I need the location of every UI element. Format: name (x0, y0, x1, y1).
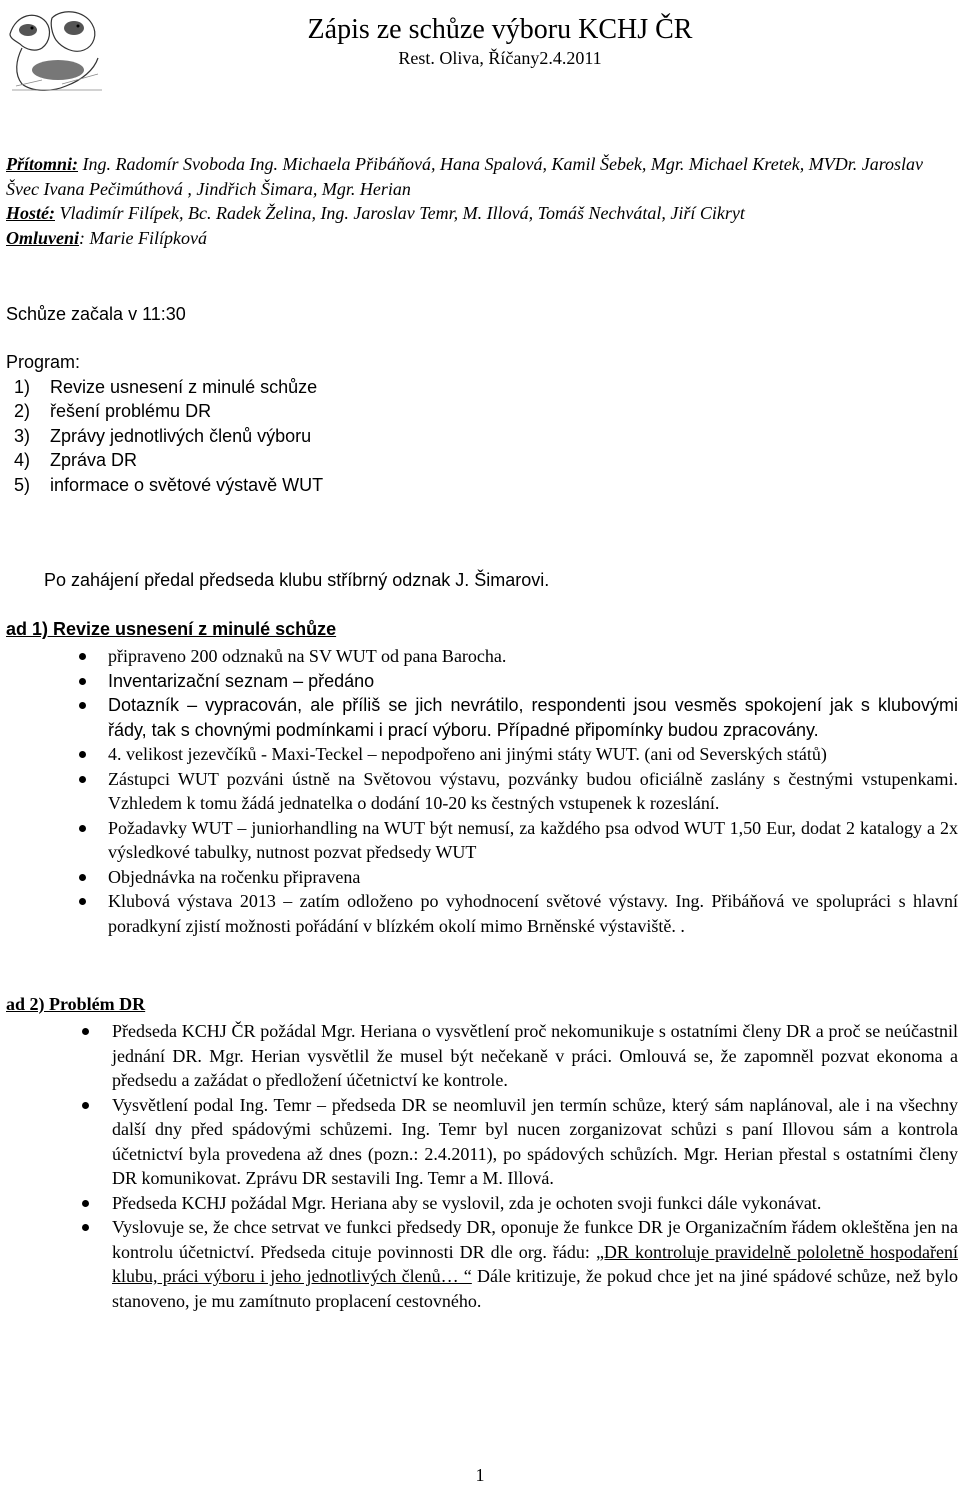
document-header (290, 14, 710, 70)
program (6, 350, 323, 497)
section1-item: Zástupci WUT pozváni ústně na Světovou výstavu, pozvánky budou oficiálně zaslány s čestnými vstupenkami. Vzhledem k tomu žádá jednatelka o dodání 10-20 ks čestných vstupenek k rozeslání. (6, 767, 958, 816)
program-item: 1) Revize usnesení z minulé schůze (14, 376, 318, 397)
bullet-icon (79, 874, 86, 881)
present-label: Přítomni: (6, 154, 79, 174)
intro-line: Po zahájení předal předseda klubu stříbrný odznak J. Šimarovi. (44, 570, 550, 590)
section1-item: 4. velikost jezevčíků - Maxi-Teckel – nepodpořeno ani jinými státy WUT. (ani od Severských států) (6, 742, 958, 767)
section1-heading: ad 1) Revize usnesení z minulé schůze (6, 619, 337, 639)
bullet-icon (82, 1224, 89, 1231)
document-title: Zápis ze schůze výboru KCHJ ČR (307, 14, 693, 45)
program-item: 3) Zprávy jednotlivých členů výboru (14, 425, 312, 446)
bullet-icon (79, 898, 86, 905)
bullet-icon (79, 751, 86, 758)
section1-item: Inventarizační seznam – předáno (6, 669, 958, 694)
section1-item: Dotazník – vypracován, ale příliš se jich nevrátilo, respondenti jsou vesměs spokojení jak s klubovými řády, tak s chovnými podmínkami i prací výboru. Případné připomínky budou zpracovány. (6, 693, 958, 742)
section2-item: Předseda KCHJ požádal Mgr. Heriana aby se vyslovil, zda je ochoten svoji funkci dále vykonávat. (6, 1191, 958, 1216)
program-item: 5) informace o světové výstavě WUT (14, 474, 324, 495)
bullet-icon (79, 776, 86, 783)
bullet-icon (82, 1102, 89, 1109)
guests-line (6, 201, 958, 226)
program-item: 2) řešení problému DR (14, 401, 212, 421)
program-label: Program: (6, 352, 81, 372)
document-subtitle: Rest. Oliva, Říčany2.4.2011 (398, 48, 602, 68)
bullet-icon (79, 653, 86, 660)
excused-label: Omluveni (6, 227, 80, 248)
section2-list (6, 1019, 958, 1313)
present-line (6, 152, 958, 201)
club-logo-dogs (2, 4, 110, 96)
bullet-icon (82, 1200, 89, 1207)
page-number: 1 (475, 1465, 485, 1485)
guests-label: Hosté: (6, 203, 55, 223)
section1-item: Klubová výstava 2013 – zatím odloženo po vyhodnocení světové výstavy. Ing. Přibáňová ve spolupráci s hlavní poradkyní zjistí možnosti pořádání v blízkém okolí mimo Brněnské výstaviště. . (6, 889, 958, 938)
org-rule-quote: „DR kontroluje pravidelně pololetně hospodaření klubu, práci výboru i jeho jednotlivých členů… “ (112, 1241, 958, 1286)
section1-item: připraveno 200 odznaků na SV WUT od pana Barocha. (6, 644, 958, 669)
program-item: 4) Zpráva DR (14, 450, 138, 470)
section1-list (6, 644, 958, 938)
section1-item: Objednávka na ročenku připravena (6, 865, 958, 890)
section1-item: Požadavky WUT – juniorhandling na WUT být nemusí, za každého psa odvod WUT 1,50 Eur, dodat 2 katalogy a 2x výsledkové tabulky, nutnost pozvat předsedy WUT (6, 816, 958, 865)
program-list (6, 375, 323, 498)
bullet-icon (79, 702, 86, 709)
bullet-icon (82, 1028, 89, 1035)
excused-text: : Marie Filípková (79, 227, 207, 248)
guests-text: Vladimír Filípek, Bc. Radek Želina, Ing. Jaroslav Temr, M. Illová, Tomáš Nechvátal, Jiří Cikryt (55, 203, 745, 223)
section2-heading: ad 2) Problém DR (6, 994, 146, 1014)
section2-item: Vysvětlení podal Ing. Temr – předseda DR se neomluvil jen termín schůze, který sám naplánoval, ale i na všechny další dny před spádovými schůzemi. Ing. Temr byl nucen zorganizovat schůzi s paní Illovou sám a kontrola účetnictví byla provedena až dnes (pozn.: 2.4.2011), po spádových schůzích. Mgr. Herian přestal s ostatními členy DR komunikovat. Zprávu DR sestavili Ing. Temr a M. Illová. (6, 1093, 958, 1191)
attendance-block (6, 152, 958, 250)
bullet-icon (79, 678, 86, 685)
section1-list-wrap (6, 644, 958, 938)
present-text: Ing. Radomír Svoboda Ing. Michaela Přibáňová, Hana Spalová, Kamil Šebek, Mgr. Michael Kretek, MVDr. Jaroslav Švec Ivana Pečimúthová , Jindřich Šimara, Mgr. Herian (6, 154, 924, 199)
bullet-icon (79, 825, 86, 832)
section2-item: Vyslovuje se, že chce setrvat ve funkci předsedy DR, oponuje že funkce DR je Organizačním řádem okleštěna jen na kontrolu účetnictví. Předseda cituje povinnosti DR dle org. řádu: „DR kontroluje pravidelně pololetně hospodaření klubu, práci výboru i jeho jednotlivých členů… “ Dále kritizuje, že pokud chce jet na jiné spádové schůze, než bylo stanoveno, je mu zamítnuto proplacení cestovného. (6, 1215, 958, 1313)
section2-list-wrap (6, 1019, 958, 1313)
section2-item: Předseda KCHJ ČR požádal Mgr. Heriana o vysvětlení proč nekomunikuje s ostatními členy DR a proč se neúčastnil jednání DR. Mgr. Herian vysvětlil že musel být nečekaně v práci. Omlouvá se, že zapomněl pozvat ekonoma a předsedu a zažádat o předložení účetnictví ke kontrole. (6, 1019, 958, 1093)
excused-line (6, 226, 958, 251)
start-time: Schůze začala v 11:30 (6, 304, 186, 324)
